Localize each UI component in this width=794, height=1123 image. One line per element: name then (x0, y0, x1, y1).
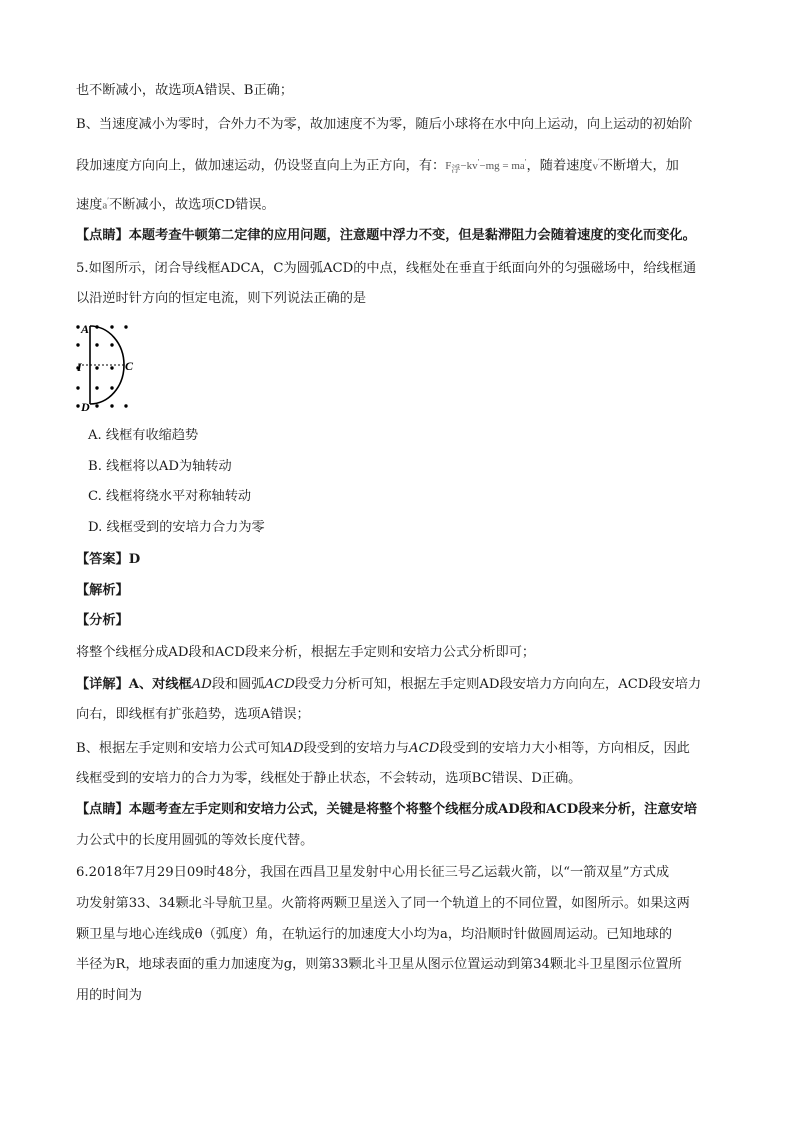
text: 线框受到的安培力的合力为零，线框处于静止状态，不会转动，选项BC错误、D正确。 (76, 771, 582, 786)
text-line (76, 227, 696, 245)
comment-heading: 【点睛】本题考查牛顿第二定律的应用问题，注意题中浮力不变，但是黏滞阻力会随着速度的变化而变化。 (76, 228, 696, 243)
text: 用的时间为 (76, 988, 142, 1003)
text: C. 线框将绕水平对称轴转动 (88, 489, 252, 504)
jiexi-heading (76, 582, 129, 600)
option-d (88, 519, 265, 537)
prime: ′ (597, 157, 600, 166)
wire-frame-figure (72, 320, 142, 412)
comment-heading: 【点睛】本题考查左手定则和安培力公式，关键是将整个将整个线框分成AD段和ACD段来分析，注意安培 (76, 802, 697, 817)
text: 段受力分析可知，根据左手定则AD段安培力方向向左，ACD段安培力 (294, 677, 702, 692)
text-line (76, 987, 142, 1005)
text: AD (191, 677, 212, 692)
text: 【答案】D (76, 552, 141, 567)
text: D. 线框受到的安培力合力为零 (88, 520, 265, 535)
text-line (76, 706, 310, 724)
label-a: A (81, 322, 90, 336)
text: 【详解】A、对线框 (76, 677, 192, 692)
text-line (76, 644, 535, 662)
text: ，随着速度 (526, 158, 593, 174)
text: 也不断减小，故选项A错误、B正确； (76, 83, 294, 98)
text-line (76, 770, 581, 788)
text: 向右，即线框有扩张趋势，选项A错误； (76, 707, 310, 722)
velocity-symbol: v (592, 160, 598, 173)
text-line (76, 116, 692, 134)
text-line (76, 895, 690, 913)
text: 功发射第33、34颗北斗导航卫星。火箭将两颗卫星送入了同一个轨道上的不同位置，如图所示。如果这两 (76, 896, 690, 911)
text: 段受到的安培力大小相等，方向相反，因此 (439, 741, 690, 756)
text: 将整个线框分成AD段和ACD段来分析，根据左手定则和安培力公式分析即可； (76, 645, 536, 660)
accel-symbol: a (102, 199, 108, 212)
option-b (88, 458, 232, 476)
text: 5.如图所示，闭合导线框ADCA，C为圆弧ACD的中点，线框处在垂直于纸面向外的匀强磁场中，给线框通 (76, 261, 697, 276)
text: B、当速度减小为零时，合外力不为零，故加速度不为零，随后小球将在水中向上运动，向上运动的初始阶 (76, 117, 693, 132)
text: A. 线框有收缩趋势 (88, 428, 199, 443)
text: ACD (409, 741, 440, 756)
text: 段和圆弧 (211, 677, 265, 692)
text-line (76, 676, 701, 694)
text: 【解析】 (76, 583, 129, 598)
text: 段加速度方向向上，做加速运动，仍设竖直向上为正方向，有： (76, 158, 446, 174)
text: 速度 (76, 197, 103, 213)
label-c: C (125, 359, 134, 373)
text: AD (283, 741, 304, 756)
text: 不断减小，故选项CD错误。 (109, 197, 275, 213)
text-line (76, 192, 275, 214)
text: 颗卫星与地心连线成θ（弧度）角，在轨运行的加速度大小均为a，均沿顺时针做圆周运动。已知地球的 (76, 927, 673, 942)
fenxi-heading (76, 612, 129, 630)
formula: $F_浮-kv'-mg = ma'$ (445, 157, 527, 175)
option-a (88, 427, 198, 445)
text: 以沿逆时针方向的恒定电流，则下列说法正确的是 (76, 291, 367, 306)
text: 力公式中的长度用圆弧的等效长度代替。 (76, 833, 314, 848)
text: B. 线框将以AD为轴转动 (88, 459, 232, 474)
question-5 (76, 260, 696, 278)
text: 6.2018年7月29日09时48分，我国在西昌卫星发射中心用长征三号乙运载火箭，以“一箭双星”方式成 (76, 865, 670, 880)
label-d: D (81, 400, 90, 412)
magnetic-field-dots (76, 325, 127, 407)
text-line (76, 832, 313, 850)
text-line (76, 926, 672, 944)
text-line (76, 801, 697, 819)
text-line (76, 956, 682, 974)
text: ACD (264, 677, 295, 692)
question-6 (76, 864, 669, 882)
text: 不断增大，加 (599, 158, 679, 174)
prime: ′ (107, 196, 110, 205)
text-line (76, 290, 366, 308)
text: B、根据左手定则和安培力公式可知 (76, 741, 284, 756)
text-line (76, 82, 293, 100)
label-current: I (77, 360, 82, 374)
text-line (76, 153, 679, 179)
option-c (88, 488, 251, 506)
text-line (76, 740, 690, 758)
answer (76, 551, 140, 569)
text: 段受到的安培力与 (303, 741, 410, 756)
text: 【分析】 (76, 613, 129, 628)
text: 半径为R，地球表面的重力加速度为g，则第33颗北斗卫星从图示位置运动到第34颗北斗卫星图示位置所 (76, 957, 682, 972)
